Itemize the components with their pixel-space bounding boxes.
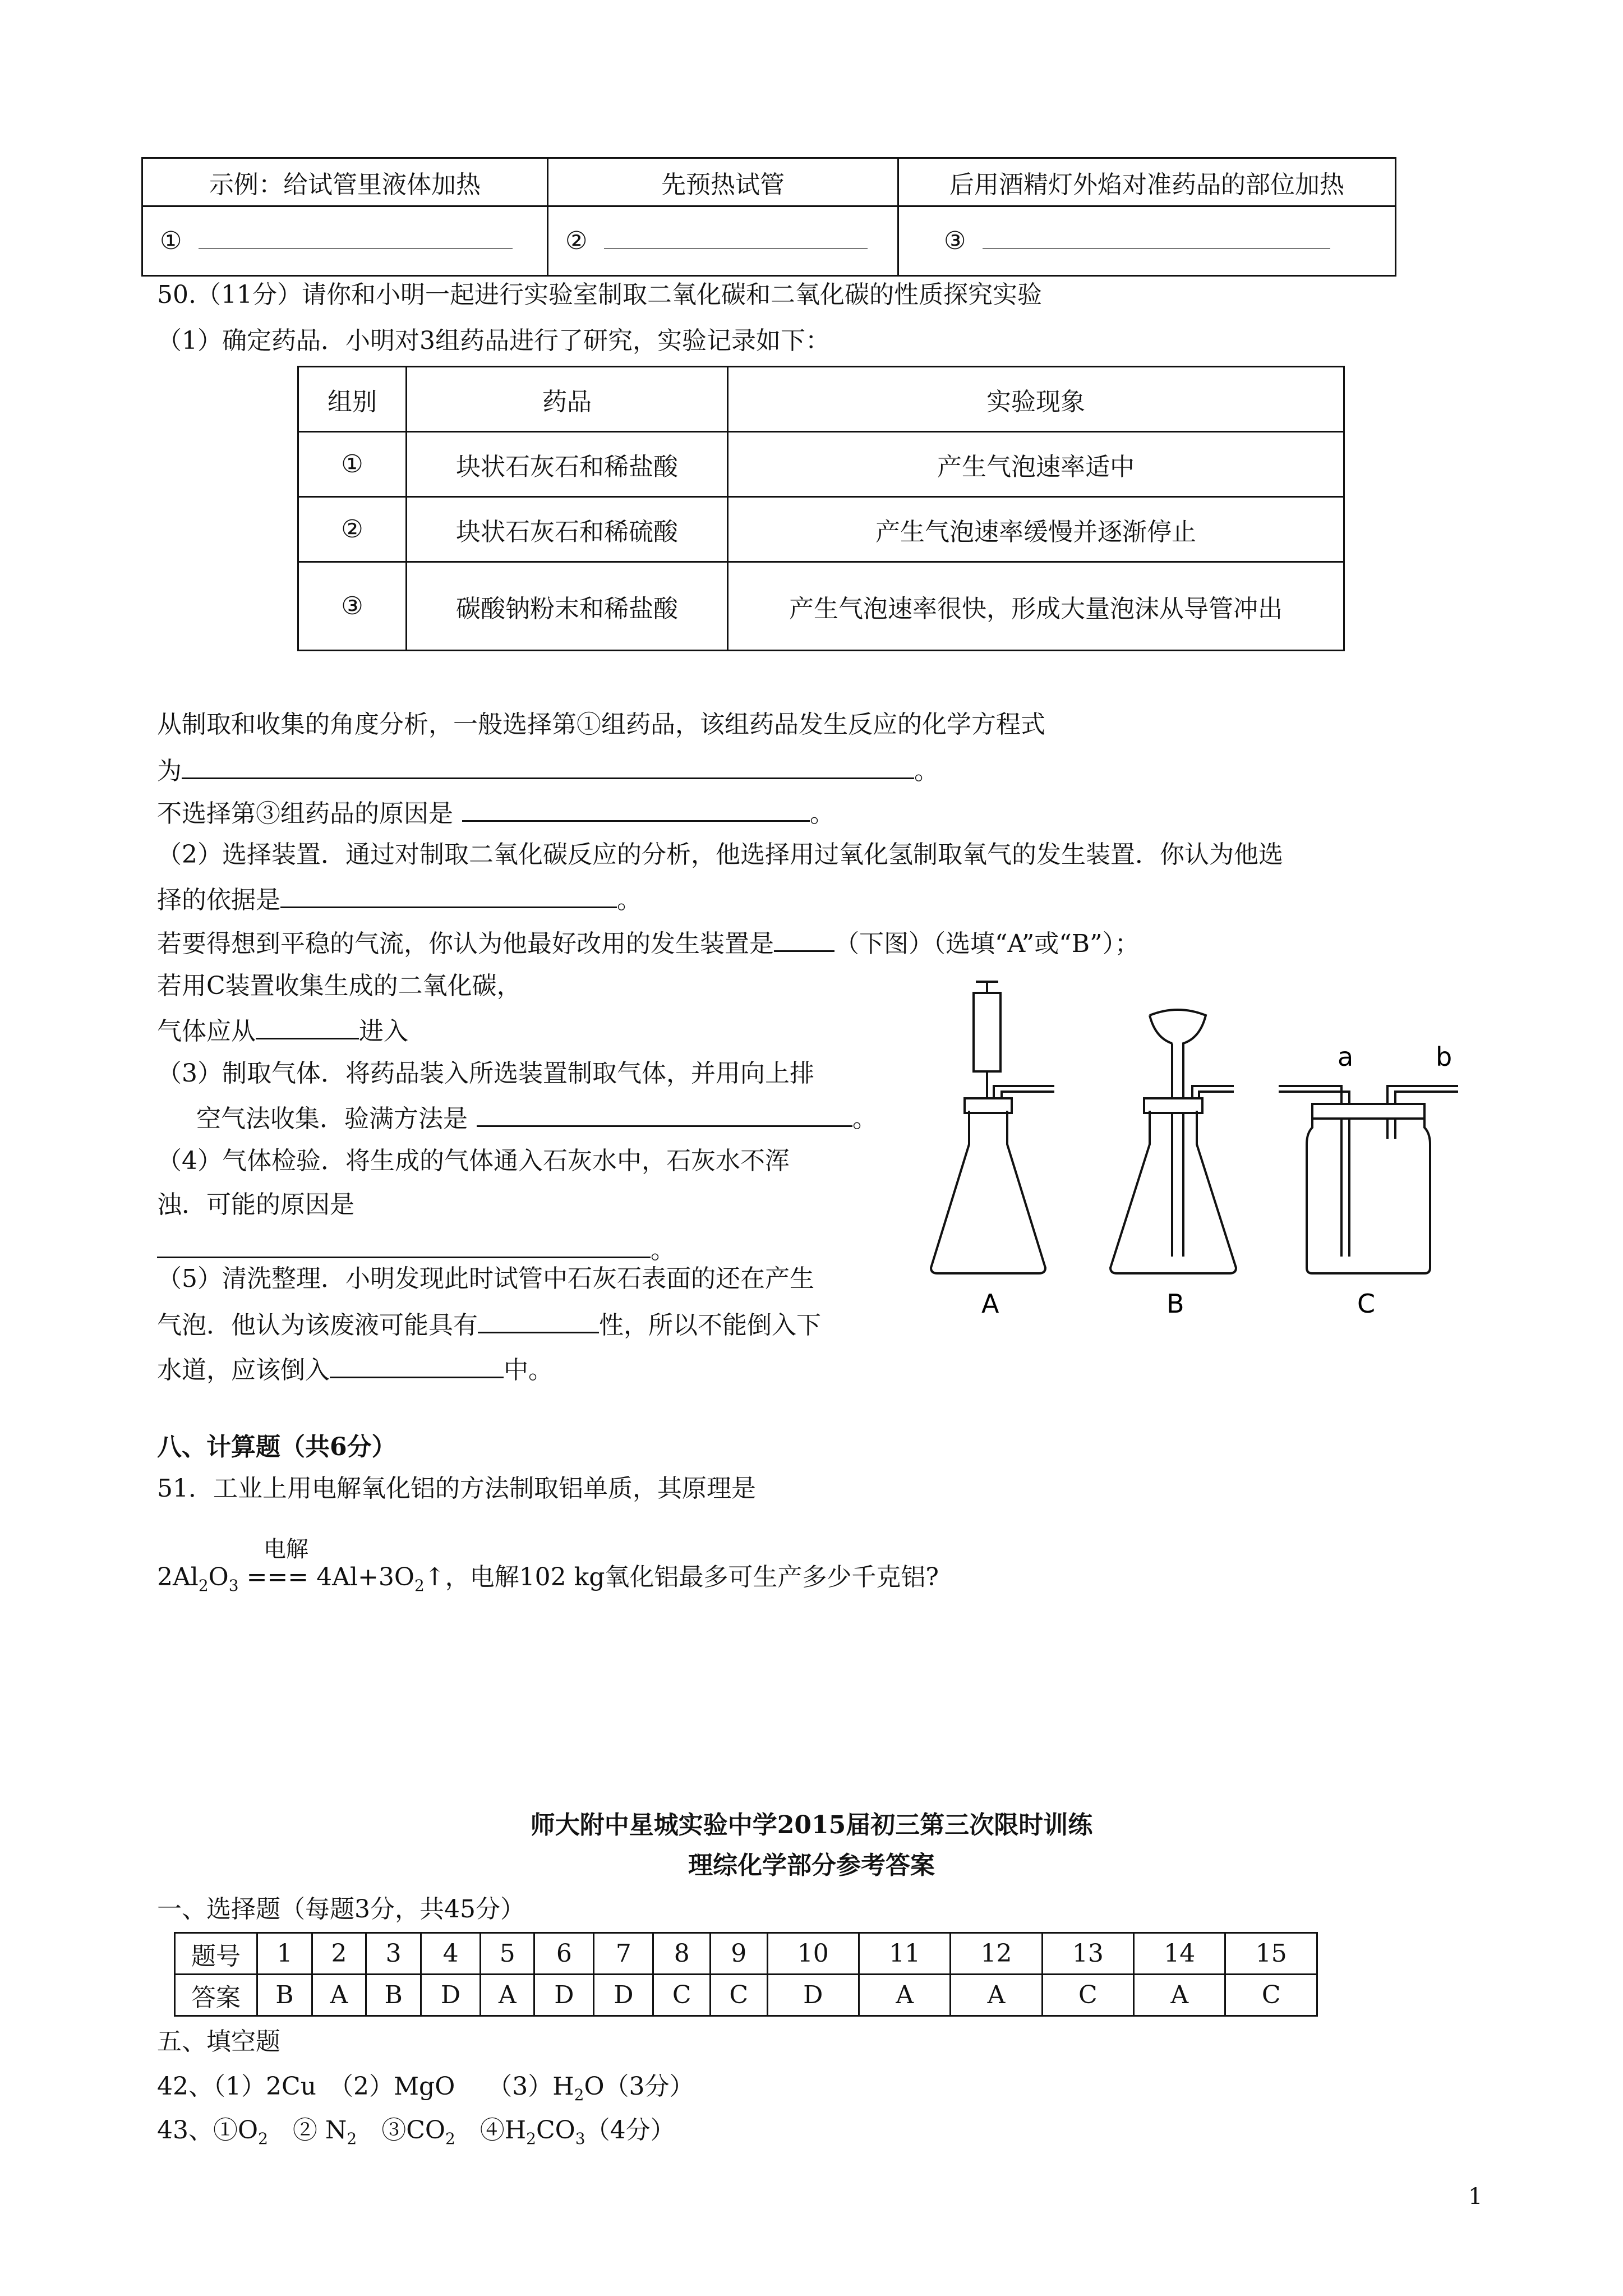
q50-p1: （1）确定药品．小明对3组药品进行了研究，实验记录如下：	[157, 326, 830, 355]
figure-label-c: C	[1357, 1289, 1376, 1319]
q50-cell: 产生气泡速率适中	[728, 432, 1344, 497]
answer-table-letters	[175, 1975, 1317, 2016]
answer-letter: A	[859, 1975, 950, 2016]
stopper-c	[1312, 1104, 1424, 1119]
q50-header: 组别	[298, 367, 407, 432]
question-number: 1	[257, 1933, 312, 1975]
q50-line16: 水道，应该倒入 中。	[157, 1352, 553, 1387]
q50-line8: 气体应从 进入	[157, 1013, 408, 1048]
top-table-cell: 示例：给试管里液体加热	[142, 158, 548, 206]
question-number: 2	[312, 1933, 366, 1975]
question-number: 9	[710, 1933, 767, 1975]
q50-cell: ③	[298, 562, 407, 651]
q50-line3: 不选择第③组药品的原因是 。	[157, 795, 834, 831]
tube-c-short	[1387, 1086, 1458, 1139]
q50-line4: （2）选择装置．通过对制取二氧化碳反应的分析，他选择用过氧化氢制取氧气的发生装置．你认为他选	[157, 840, 1283, 869]
top-table	[141, 157, 1396, 277]
q50-line6: 若要得想到平稳的气流，你认为他最好改用的发生装置是 （下图）（选填“A”或“B”）；	[157, 926, 1140, 961]
equation-blank[interactable]	[182, 753, 914, 779]
answer-42: 42、（1）2Cu （2）MgO $(3)H_2O(3$分）	[157, 2072, 694, 2104]
answer-letter: A	[312, 1975, 366, 2016]
answer-table	[174, 1932, 1318, 2017]
answers-section-1: 一、选择题（每题3分，共45分）	[157, 1895, 525, 1924]
circle-3: ③	[944, 227, 966, 255]
answer-table-head: 题号	[175, 1933, 257, 1975]
question-number: 4	[421, 1933, 481, 1975]
q50-cell: 产生气泡速率缓慢并逐渐停止	[728, 497, 1344, 562]
inlet-blank[interactable]	[256, 1013, 359, 1039]
answer-letter: D	[594, 1975, 653, 2016]
q51-text: 51．工业上用电解氧化铝的方法制取铝单质，其原理是	[157, 1474, 756, 1503]
question-number: 7	[594, 1933, 653, 1975]
q50-line10: 空气法收集．验满方法是 。	[196, 1101, 877, 1136]
apparatus-figure	[920, 976, 1537, 1324]
device-blank[interactable]	[774, 926, 834, 952]
answer-letter: B	[366, 1975, 421, 2016]
q50-cell: ②	[298, 497, 407, 562]
syringe-barrel	[974, 993, 1000, 1071]
question-number: 12	[951, 1933, 1042, 1975]
q50-line7: 若用C装置收集生成的二氧化碳，	[157, 972, 522, 1000]
answer-letter: C	[653, 1975, 711, 2016]
basis-blank[interactable]	[280, 882, 617, 908]
top-table-cell: 后用酒精灯外焰对准药品的部位加热	[898, 158, 1396, 206]
q51-equation: $2Al_2O_3$ === $4Al+3O_2↑$，电解102 kg氧化铝最多可生产多少千克铝?	[157, 1563, 939, 1595]
question-number: 14	[1134, 1933, 1225, 1975]
q50-line14: （5）清洗整理．小明发现此时试管中石灰石表面的还在产生	[157, 1264, 814, 1293]
figure-label-a: A	[981, 1289, 999, 1319]
section-8-heading: 八、计算题（共6分）	[157, 1433, 396, 1461]
tube-a	[994, 1086, 1054, 1098]
q50-line5: 择的依据是 。	[157, 882, 642, 917]
q50-cell: 碳酸钠粉末和稀盐酸	[407, 562, 728, 651]
answers-section-5: 五、填空题	[157, 2027, 280, 2056]
answer-43: 43、$①O_2$ ② $N_2$ $③CO_2$ $④H_2CO_3(4$分）	[157, 2116, 675, 2148]
answer-blank[interactable]	[983, 227, 1330, 249]
q50-line9: （3）制取气体．将药品装入所选装置制取气体，并用向上排	[157, 1059, 814, 1088]
q50-cell: 块状石灰石和稀盐酸	[407, 432, 728, 497]
answer-blank[interactable]	[604, 227, 868, 249]
question-number: 10	[767, 1933, 859, 1975]
property-blank[interactable]	[478, 1307, 599, 1333]
equation-condition: 电解	[264, 1536, 308, 1562]
circle-2: ②	[565, 227, 588, 255]
top-table-cell	[548, 206, 898, 276]
answer-table-head: 答案	[175, 1975, 257, 2016]
top-table-cell	[898, 206, 1396, 276]
answer-letter: A	[951, 1975, 1042, 2016]
question-number: 8	[653, 1933, 711, 1975]
waste-blank[interactable]	[330, 1352, 504, 1378]
q50-line13: 。	[157, 1232, 675, 1267]
q50-line12: 浊．可能的原因是	[157, 1190, 354, 1219]
q50-cell: 产生气泡速率很快，形成大量泡沫从导管冲出	[728, 562, 1344, 651]
answer-letter: B	[257, 1975, 312, 2016]
answer-letter: D	[421, 1975, 481, 2016]
reason-blank[interactable]	[462, 795, 810, 822]
question-number: 3	[366, 1933, 421, 1975]
stopper-b	[1144, 1098, 1202, 1113]
q50-cell: 块状石灰石和稀硫酸	[407, 497, 728, 562]
top-table-cell	[142, 206, 548, 276]
circle-1: ①	[160, 227, 182, 255]
tube-b	[1192, 1086, 1234, 1098]
answer-letter: D	[767, 1975, 859, 2016]
q50-title: 50.（11分）请你和小明一起进行实验室制取二氧化碳和二氧化碳的性质探究实验	[157, 280, 1042, 309]
flask-a	[931, 1111, 1045, 1273]
q50-cell: ①	[298, 432, 407, 497]
q50-table	[297, 366, 1345, 651]
tube-c-long	[1279, 1086, 1349, 1257]
answer-letter: C	[1225, 1975, 1317, 2016]
q50-header: 药品	[407, 367, 728, 432]
question-number: 6	[534, 1933, 594, 1975]
question-number: 11	[859, 1933, 950, 1975]
q50-header: 实验现象	[728, 367, 1344, 432]
answer-letter: A	[1134, 1975, 1225, 2016]
question-number: 15	[1225, 1933, 1317, 1975]
answer-letter: D	[534, 1975, 594, 2016]
question-number: 13	[1042, 1933, 1133, 1975]
q50-line1: 从制取和收集的角度分析，一般选择第①组药品，该组药品发生反应的化学方程式	[157, 710, 1045, 739]
question-number: 5	[481, 1933, 534, 1975]
figure-label-b: B	[1166, 1289, 1184, 1319]
top-table-cell: 先预热试管	[548, 158, 898, 206]
answers-title-2: 理综化学部分参考答案	[688, 1851, 935, 1880]
full-check-blank[interactable]	[477, 1101, 852, 1127]
page-number: 1	[1468, 2184, 1483, 2210]
q50-line11: （4）气体检验．将生成的气体通入石灰水中，石灰水不浑	[157, 1147, 790, 1175]
answer-letter: C	[1042, 1975, 1133, 2016]
answer-blank[interactable]	[199, 227, 513, 249]
answer-letter: C	[710, 1975, 767, 2016]
figure-label-tube-a: a	[1338, 1042, 1354, 1072]
figure-label-tube-b: b	[1436, 1042, 1453, 1072]
answer-letter: A	[481, 1975, 534, 2016]
answers-title-1: 师大附中星城实验中学2015届初三第三次限时训练	[530, 1811, 1093, 1839]
bottle-c	[1307, 1116, 1430, 1273]
q50-line2: 为 。	[157, 753, 939, 788]
q50-line15: 气泡．他认为该废液可能具有 性，所以不能倒入下	[157, 1307, 821, 1342]
answer-table-numbers	[175, 1933, 1317, 1975]
cause-blank[interactable]	[157, 1232, 651, 1258]
stopper-a	[965, 1098, 1012, 1113]
